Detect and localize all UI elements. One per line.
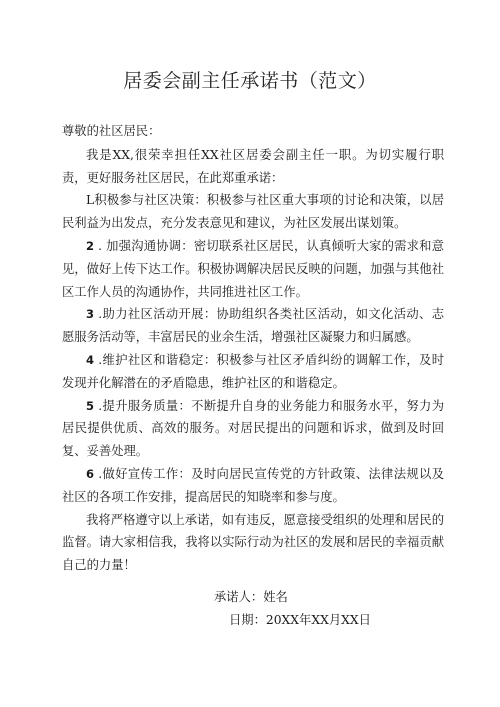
document-title: 居委会副主任承诺书（范文）: [123, 70, 377, 92]
item-number: 5: [86, 398, 95, 413]
item-text: .助力社区活动开展：协助组织各类社区活动，如文化活动、志愿服务活动等，丰富居民的业余生活，增强社区凝聚力和归属感。: [62, 307, 444, 345]
item-text: .做好宣传工作：及时向居民宣传党的方针政策、法律法规以及社区的各项工作安排，提高居民的知晓率和参与度。: [62, 466, 444, 504]
commitment-item-5: [62, 395, 444, 463]
closing-paragraph: 我将严格遵守以上承诺，如有违反，愿意接受组织的处理和居民的监督。请大家相信我，我将以实际行动为社区的发展和居民的幸福贡献自己的力量！: [62, 512, 444, 573]
item-text: 积极参与社区决策：积极参与社区重大事项的讨论和决策，以居民利益为出发点，充分发表意见和建议，为社区发展出谋划策。: [62, 193, 444, 231]
item-number: L: [86, 193, 95, 208]
intro-paragraph: 我是XX,很荣幸担任XX社区居委会副主任一职。为切实履行职责，更好服务社区居民，在此郑重承诺：: [62, 147, 444, 185]
commitment-item-6: [62, 463, 444, 509]
item-text: . 加强沟通协调：密切联系社区居民，认真倾听大家的需求和意见，做好上传下达工作。积极协调解决居民反映的问题，加强与其他社区工作人员的沟通协作，共同推进社区工作。: [62, 238, 444, 299]
item-text: .提升服务质量：不断提升自身的业务能力和服务水平，努力为居民提供优质、高效的服务。对居民提出的问题和诉求，做到及时回复、妥善处理。: [62, 398, 444, 459]
date-line: 日期：20XX年XX月XX日: [229, 613, 371, 627]
commitment-item-1: [62, 189, 444, 235]
commitment-item-2: [62, 235, 444, 303]
item-text: .维护社区和谐稳定：积极参与社区矛盾纠纷的调解工作，及时发现并化解潜在的矛盾隐患，维护社区的和谐稳定。: [62, 352, 444, 390]
document-body: [62, 120, 444, 577]
item-number: 4: [86, 352, 95, 367]
commitment-item-4: [62, 349, 444, 395]
signature-line: 承诺人：姓名: [214, 590, 288, 604]
greeting: 尊敬的社区居民：: [62, 124, 161, 138]
item-number: 2: [86, 238, 95, 253]
commitment-item-3: [62, 303, 444, 349]
item-number: 6: [86, 466, 95, 481]
item-number: 3: [86, 307, 95, 322]
